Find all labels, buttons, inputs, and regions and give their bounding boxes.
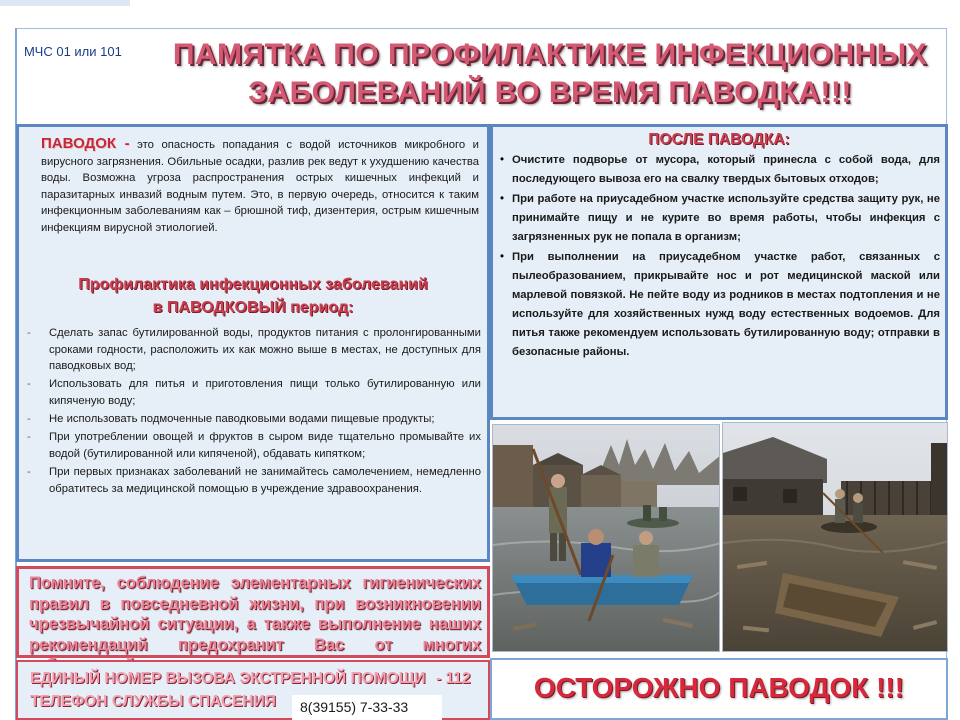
prevention-heading-line-1: Профилактика инфекционных заболеваний bbox=[78, 276, 428, 293]
after-flood-item-text: Очистите подворье от мусора, который принесла с собой вода, для последующего вывоза его на свалку твердых бытовых отходов; bbox=[512, 154, 940, 185]
page-title bbox=[150, 36, 950, 112]
prevention-heading bbox=[19, 273, 487, 319]
rescue-phone-number: 8(39155) 7-33-33 bbox=[300, 699, 409, 715]
flood-info-panel bbox=[16, 124, 490, 562]
prevention-item-text: При первых признаках заболеваний не занимайтесь самолечением, немедленно обратитесь за медицинской помощью в учреждение здравоохранения. bbox=[49, 466, 481, 495]
list-marker: • bbox=[500, 251, 505, 263]
prevention-item bbox=[27, 325, 481, 375]
flood-rescue-photo bbox=[492, 424, 720, 652]
after-flood-list bbox=[500, 151, 940, 363]
emergency-contacts-panel bbox=[16, 660, 490, 720]
title-line-2: ЗАБОЛЕВАНИЙ ВО ВРЕМЯ ПАВОДКА!!! bbox=[248, 76, 852, 109]
agency-label: МЧС 01 или 101 bbox=[24, 44, 122, 59]
hygiene-reminder-panel bbox=[16, 566, 490, 658]
prevention-item bbox=[27, 464, 481, 497]
frame-top-line bbox=[15, 28, 947, 29]
flood-term: ПАВОДОК bbox=[41, 135, 117, 152]
prevention-list bbox=[27, 325, 481, 499]
rescue-service-label: ТЕЛЕФОН СЛУЖБЫ СПАСЕНИЯ bbox=[30, 693, 276, 710]
flood-definition-text: это опасность попадания с водой источников микробного и вирусного загрязнения. Обильные осадки, разлив рек ведут к ухудшению качества воды. Возможна угроза распространения острых кишечных инфекций и паразитарных инвазий водным путем. Это, в первую очередь, относится к таким инфекционным заболеваниям как – брюшной тиф, дизентерия, острым кишечным инфекциям вирусной этиологией. bbox=[41, 139, 479, 234]
prevention-item bbox=[27, 376, 481, 409]
rescue-phone-box bbox=[292, 695, 442, 720]
hygiene-reminder-text: Помните, соблюдение элементарных гигиенических правил в повседневной жизни, при возникновении чрезвычайной ситуации, а также выполнение наших рекомендаций предохранит Вас от многих bbox=[29, 574, 481, 654]
title-line-1: ПАМЯТКА ПО ПРОФИЛАКТИКЕ ИНФЕКЦИОННЫХ bbox=[172, 38, 928, 71]
list-marker: • bbox=[500, 154, 505, 166]
prevention-item-text: Не использовать подмоченные паводковыми водами пищевые продукты; bbox=[49, 413, 435, 426]
prevention-item bbox=[27, 429, 481, 462]
after-flood-panel bbox=[490, 124, 948, 420]
after-flood-item-text: При работе на приусадебном участке используйте средства защиту рук, не принимайте пищу и не курите во время работы, чтобы инфекция с загрязненных рук не попала в организм; bbox=[512, 193, 940, 243]
list-marker: - bbox=[27, 413, 31, 426]
list-marker: - bbox=[27, 378, 31, 391]
flood-warning-banner bbox=[490, 658, 948, 720]
list-marker: - bbox=[27, 431, 31, 444]
after-flood-item bbox=[500, 248, 940, 362]
list-marker: - bbox=[27, 466, 31, 479]
emergency-number-label: ЕДИНЫЙ НОМЕР ВЫЗОВА ЭКСТРЕННОЙ ПОМОЩИ bbox=[30, 670, 426, 687]
after-flood-item-text: При выполнении на приусадебном участке работ, связанных с пылеобразованием, прикрывайте нос и рот медицинской маской или марлевой повязкой. Не пейте воду из родников в местах подтопления и не используйте для хозяйственных нужд воду естественных водоемов. Для питья также рекомендуем использовать бутилированную воду; отправки в безопасные районы. bbox=[512, 251, 940, 358]
prevention-item bbox=[27, 411, 481, 428]
flood-warning-text: ОСТОРОЖНО ПАВОДОК !!! bbox=[533, 672, 905, 703]
prevention-item-text: Сделать запас бутилированной воды, продуктов питания с пролонгированными сроками годности, расположить их как можно выше в местах, не доступных для паводковых вод; bbox=[49, 327, 481, 372]
after-flood-item bbox=[500, 190, 940, 247]
list-marker: • bbox=[500, 193, 505, 205]
flooded-village-photo bbox=[722, 422, 948, 652]
after-flood-heading: ПОСЛЕ ПАВОДКА: bbox=[648, 131, 790, 148]
prevention-item-text: Использовать для питья и приготовления пищи только бутилированную или кипяченую воду; bbox=[49, 378, 481, 407]
list-marker: - bbox=[27, 327, 31, 339]
prevention-item-text: При употреблении овощей и фруктов в сыром виде тщательно промывайте их водой (бутилированной или кипяченой), обдавать кипятком; bbox=[49, 431, 481, 460]
flood-definition bbox=[41, 136, 479, 236]
prevention-heading-line-2: в ПАВОДКОВЫЙ период: bbox=[152, 299, 354, 316]
top-edge-strip bbox=[0, 0, 130, 6]
emergency-number: - 112 bbox=[436, 670, 471, 687]
after-flood-item bbox=[500, 151, 940, 189]
flood-term-separator: - bbox=[116, 135, 130, 152]
flood-rescue-illustration bbox=[493, 425, 720, 652]
flooded-village-illustration bbox=[723, 423, 948, 652]
